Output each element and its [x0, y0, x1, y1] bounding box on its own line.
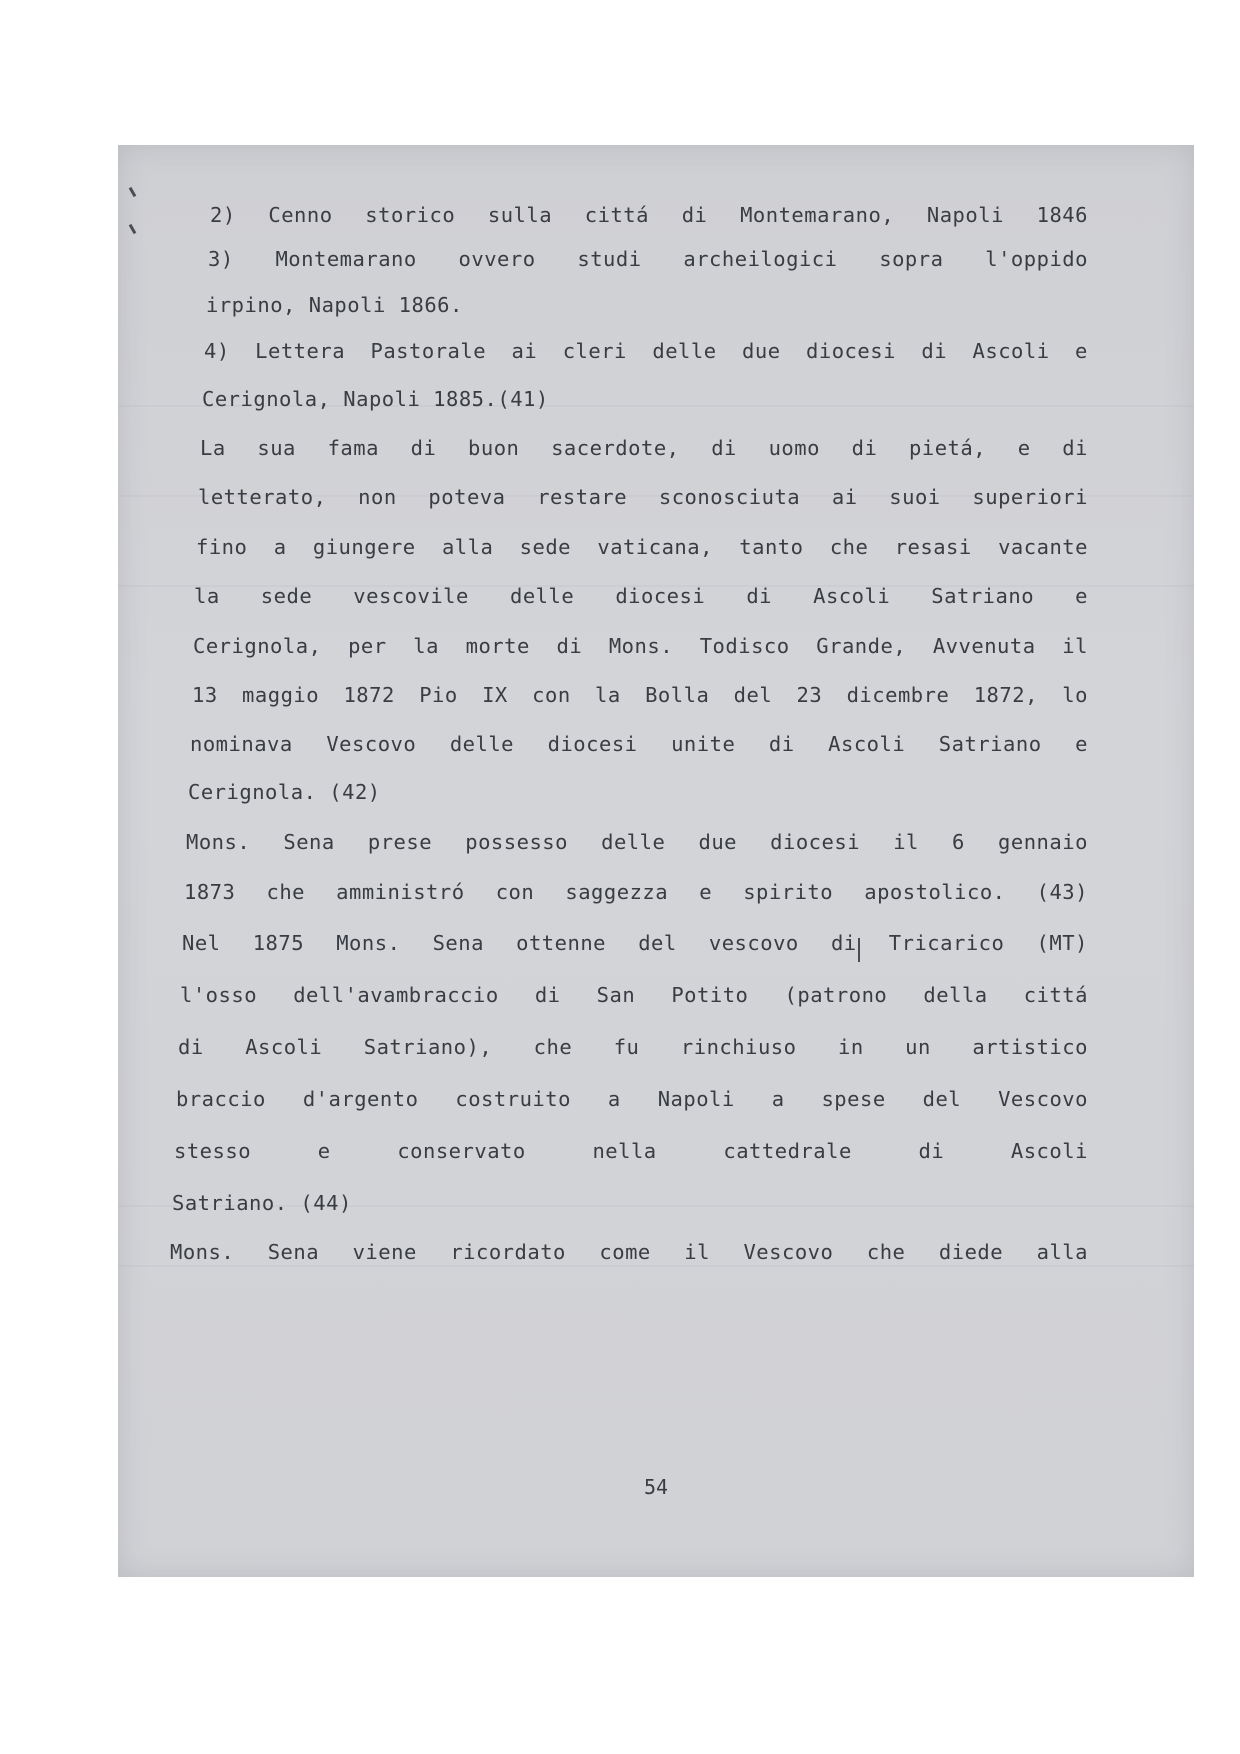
- text-line: Cerignola. (42): [188, 780, 381, 804]
- text-line: Mons. Sena viene ricordato come il Vescovo che diede alla: [170, 1240, 1088, 1264]
- text-line: di Ascoli Satriano), che fu rinchiuso in un artistico: [178, 1035, 1088, 1059]
- text-line: Mons. Sena prese possesso delle due diocesi il 6 gennaio: [186, 830, 1088, 854]
- bleed-through-line: [118, 1265, 1194, 1267]
- text-line: 4) Lettera Pastorale ai cleri delle due diocesi di Ascoli e: [204, 339, 1088, 363]
- text-line: fino a giungere alla sede vaticana, tanto che resasi vacante: [196, 535, 1088, 559]
- scanned-page: [118, 145, 1194, 1577]
- text-line: stesso e conservato nella cattedrale di Ascoli: [174, 1139, 1088, 1163]
- text-line: Cerignola, per la morte di Mons. Todisco Grande, Avvenuta il: [193, 634, 1088, 658]
- text-line: 13 maggio 1872 Pio IX con la Bolla del 23 dicembre 1872, lo: [192, 683, 1088, 707]
- text-line: letterato, non poteva restare sconosciuta ai suoi superiori: [198, 485, 1088, 509]
- text-line: La sua fama di buon sacerdote, di uomo di pietá, e di: [200, 436, 1088, 460]
- text-line: Nel 1875 Mons. Sena ottenne del vescovo di Tricarico (MT): [182, 931, 1088, 955]
- text-line: braccio d'argento costruito a Napoli a spese del Vescovo: [176, 1087, 1088, 1111]
- text-line: 3) Montemarano ovvero studi archeilogici sopra l'oppido: [208, 247, 1088, 271]
- text-line: 1873 che amministró con saggezza e spirito apostolico. (43): [184, 880, 1088, 904]
- text-line: l'osso dell'avambraccio di San Potito (patrono della cittá: [180, 983, 1088, 1007]
- text-line: irpino, Napoli 1866.: [206, 293, 463, 317]
- text-line: Satriano. (44): [172, 1191, 352, 1215]
- text-line: nominava Vescovo delle diocesi unite di Ascoli Satriano e: [190, 732, 1088, 756]
- margin-mark: [858, 938, 860, 962]
- text-line: Cerignola, Napoli 1885.(41): [202, 387, 549, 411]
- text-line: la sede vescovile delle diocesi di Ascoli Satriano e: [194, 584, 1088, 608]
- page-number: 54: [643, 1475, 669, 1499]
- text-line: 2) Cenno storico sulla cittá di Montemarano, Napoli 1846: [210, 203, 1088, 227]
